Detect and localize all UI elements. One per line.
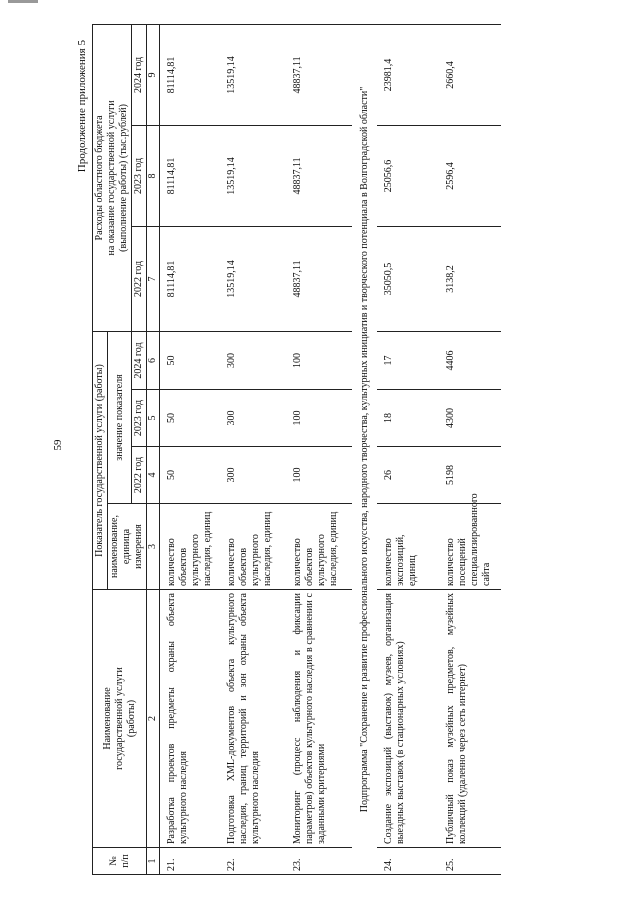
service-name: Мониторинг (процесс наблюдения и фиксации параметров) объектов культурного наследия в сравнении с заданными критериями xyxy=(286,590,352,848)
indicator-value-2023: 50 xyxy=(160,390,221,447)
table-row xyxy=(286,24,352,874)
column-number: 7 xyxy=(147,226,160,331)
row-number: 23. xyxy=(286,848,352,875)
indicator-value-2024: 100 xyxy=(286,331,352,389)
header-value-year-2023: 2023 год xyxy=(132,390,147,447)
continuation-caption: Продолжение приложения 5 xyxy=(76,40,88,173)
indicator-value-2023: 300 xyxy=(220,390,286,447)
column-number-row xyxy=(147,24,160,874)
expense-2023: 25056,6 xyxy=(377,125,439,226)
expense-2023: 2596,4 xyxy=(439,125,501,226)
column-number: 2 xyxy=(147,590,160,848)
column-number: 6 xyxy=(147,331,160,389)
indicator-value-2023: 18 xyxy=(377,390,439,447)
indicator-value-2024: 50 xyxy=(160,331,221,389)
service-name: Создание экспозиций (выставок) музеев, организация выездных выставок (в стационарных условиях) xyxy=(377,590,439,848)
expense-2024: 13519,14 xyxy=(220,24,286,125)
expense-2023: 48837,11 xyxy=(286,125,352,226)
header-expense-year-2023: 2023 год xyxy=(132,125,147,226)
header-service-name: Наименование государственной услуги (работы) xyxy=(93,590,147,848)
indicator-value-2024: 300 xyxy=(220,331,286,389)
indicator-value-2023: 100 xyxy=(286,390,352,447)
column-number: 4 xyxy=(147,447,160,504)
header-number: № п/п xyxy=(93,848,147,875)
expense-2024: 48837,11 xyxy=(286,24,352,125)
row-number: 25. xyxy=(439,848,501,875)
table-row xyxy=(439,24,501,874)
expense-2023: 13519,14 xyxy=(220,125,286,226)
expense-2024: 2660,4 xyxy=(439,24,501,125)
header-expense-year-2024: 2024 год xyxy=(132,24,147,125)
column-number: 3 xyxy=(147,504,160,590)
page-number: 59 xyxy=(52,439,64,451)
table-row xyxy=(377,24,439,874)
expense-2023: 81114,81 xyxy=(160,125,221,226)
expense-2022: 3138,2 xyxy=(439,226,501,331)
table-row xyxy=(160,24,221,874)
indicator-value-2022: 50 xyxy=(160,447,221,504)
indicator-name: количество объектов культурного наследия, единиц xyxy=(160,504,221,590)
header-expense-year-2022: 2022 год xyxy=(132,226,147,331)
column-number: 8 xyxy=(147,125,160,226)
indicator-value-2024: 4406 xyxy=(439,331,501,389)
table-row xyxy=(220,24,286,874)
services-table xyxy=(92,24,501,875)
expense-2024: 23981,4 xyxy=(377,24,439,125)
expense-2022: 13519,14 xyxy=(220,226,286,331)
indicator-name: количество объектов культурного наследия, единиц xyxy=(220,504,286,590)
indicator-value-2022: 300 xyxy=(220,447,286,504)
header-expenses-group: Расходы областного бюджета на оказание государственной услуги (выполнение работы) (тыс.рублей) xyxy=(93,24,132,331)
indicator-value-2022: 26 xyxy=(377,447,439,504)
service-name: Публичный показ музейных предметов, музейных коллекций (удаленно через сеть интернет) xyxy=(439,590,501,848)
row-number: 22. xyxy=(220,848,286,875)
indicator-name: количество объектов культурного наследия, единиц xyxy=(286,504,352,590)
column-number: 1 xyxy=(147,848,160,875)
service-name: Подготовка XML-документов объекта культурного наследия, границ территорий и зон охраны объекта культурного наследия xyxy=(220,590,286,848)
expense-2022: 81114,81 xyxy=(160,226,221,331)
subprogram-row xyxy=(352,24,377,874)
indicator-value-2022: 100 xyxy=(286,447,352,504)
expense-2022: 35050,5 xyxy=(377,226,439,331)
subprogram-title: Подпрограмма "Сохранение и развитие профессионального искусства, народного творчества, культурных инициатив и творческого потенциала в Волгоградской области" xyxy=(352,24,377,874)
column-number: 9 xyxy=(147,24,160,125)
indicator-value-2023: 4300 xyxy=(439,390,501,447)
expense-2024: 81114,81 xyxy=(160,24,221,125)
expense-2022: 48837,11 xyxy=(286,226,352,331)
column-number: 5 xyxy=(147,390,160,447)
service-name: Разработка проектов предметы охраны объекта культурного наследия xyxy=(160,590,221,848)
indicator-value-2022: 5198 xyxy=(439,447,501,504)
header-value-year-2022: 2022 год xyxy=(132,447,147,504)
row-number: 21. xyxy=(160,848,221,875)
row-number: 24. xyxy=(377,848,439,875)
header-indicator-name-unit: наименование, единица измерения xyxy=(108,504,147,590)
indicator-name: количество экспозиций, единиц xyxy=(377,504,439,590)
indicator-value-2024: 17 xyxy=(377,331,439,389)
indicator-name: количество посещений специализированного сайта xyxy=(439,504,501,590)
header-value-year-2024: 2024 год xyxy=(132,331,147,389)
header-indicator-value: значение показателя xyxy=(108,331,132,503)
header-indicator-group: Показатель государственной услуги (работы) xyxy=(93,331,108,589)
